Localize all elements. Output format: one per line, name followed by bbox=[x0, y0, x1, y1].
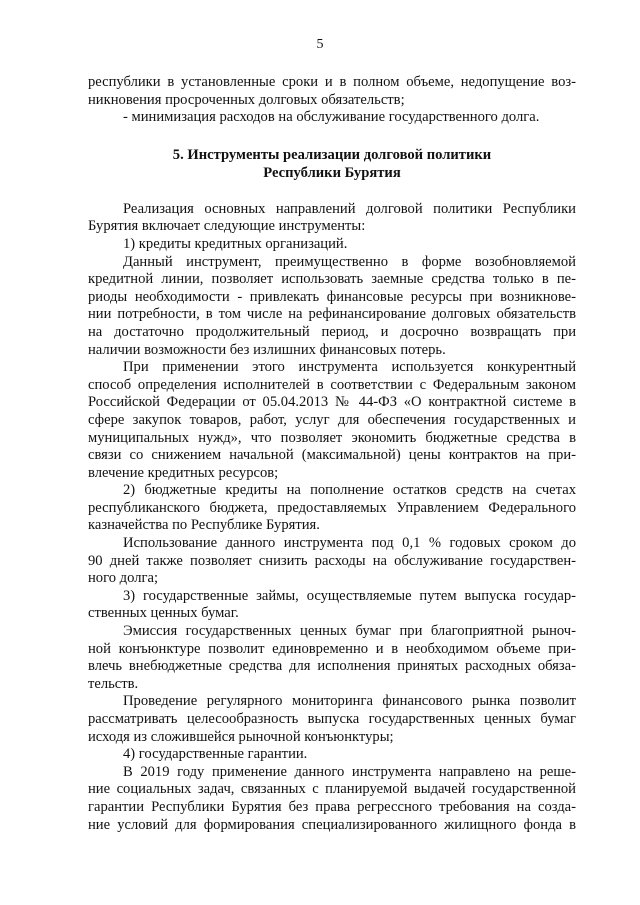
paragraph-line: способ определения исполнителей в соответствии с Федеральным законом bbox=[88, 376, 576, 393]
paragraph-line: Данный инструмент, преимущественно в форме возобновляемой bbox=[123, 253, 576, 270]
paragraph-p11 bbox=[88, 764, 576, 834]
paragraph-p3 bbox=[88, 254, 576, 360]
paragraph-p4 bbox=[88, 359, 576, 482]
paragraph-line: При применении этого инструмента используется конкурентный bbox=[123, 359, 576, 376]
paragraph-p1 bbox=[88, 201, 576, 236]
section-heading-line: 5. Инструменты реализации долговой политики bbox=[172, 146, 492, 163]
intro-paragraph bbox=[88, 74, 576, 109]
paragraph-line: казначейства по Республике Бурятия. bbox=[88, 517, 320, 534]
section-heading bbox=[88, 146, 576, 182]
paragraph-line: ной конъюнктуре позволит единовременно и в необходимом объеме при- bbox=[88, 640, 576, 657]
page-number: 5 bbox=[316, 37, 324, 52]
paragraph-line: В 2019 году применение данного инструмента направлено на реше- bbox=[123, 763, 576, 780]
paragraph-line: наличии возможности без излишних финансовых потерь. bbox=[88, 341, 446, 358]
paragraph-line: гарантии Республики Бурятия без права регрессного требования на созда- bbox=[88, 798, 576, 815]
paragraph-line: влечь внебюджетные средства для исполнения принятых расходных обяза- bbox=[88, 658, 576, 675]
paragraph-line: ного долга; bbox=[88, 570, 159, 587]
paragraph-line: нии потребности, в том числе на рефинансирование долговых обязательств bbox=[88, 306, 576, 323]
paragraph-line: муниципальных нужд», что позволяет экономить бюджетные средства в bbox=[88, 429, 576, 446]
section-paragraphs bbox=[88, 201, 576, 834]
paragraph-line: исходя из сложившейся рыночной конъюнктуры; bbox=[88, 728, 394, 745]
section-heading-line: Республики Бурятия bbox=[263, 164, 401, 181]
paragraph-line: ственных ценных бумаг. bbox=[88, 605, 239, 622]
paragraph-line: Эмиссия государственных ценных бумаг при благоприятной рыноч- bbox=[123, 623, 576, 640]
paragraph-line: ние условий для формирования специализированного жилищного фонда в bbox=[88, 816, 576, 833]
paragraph-p2 bbox=[88, 236, 576, 254]
paragraph-line: 2) бюджетные кредиты на пополнение остатков средств на счетах bbox=[123, 482, 576, 499]
intro-line: никновения просроченных долговых обязательств; bbox=[88, 91, 405, 108]
intro-item-line: - минимизация расходов на обслуживание государственного долга. bbox=[123, 109, 540, 126]
paragraph-p8 bbox=[88, 623, 576, 693]
paragraph-p10 bbox=[88, 746, 576, 764]
paragraph-line: сфере закупок товаров, работ, услуг для обеспечения государственных и bbox=[88, 411, 576, 428]
paragraph-p7 bbox=[88, 588, 576, 623]
paragraph-p6 bbox=[88, 535, 576, 588]
document-body bbox=[88, 74, 576, 834]
paragraph-line: 3) государственные займы, осуществляемые путем выпуска государ- bbox=[123, 587, 576, 604]
paragraph-line: Использование данного инструмента под 0,1 % годовых сроком до bbox=[123, 535, 576, 552]
paragraph-line: риоды необходимости - привлекать финансовые ресурсы при возникнове- bbox=[88, 288, 576, 305]
paragraph-line: рассматривать целесообразность выпуска государственных ценных бумаг bbox=[88, 711, 576, 727]
paragraph-line: Реализация основных направлений долговой политики Республики bbox=[123, 200, 576, 217]
paragraph-line: 1) кредиты кредитных организаций. bbox=[123, 235, 348, 252]
paragraph-line: 4) государственные гарантии. bbox=[123, 746, 308, 763]
paragraph-line: связи со снижением начальной (максимальной) цены контрактов на при- bbox=[88, 447, 576, 464]
paragraph-line: кредитной линии, позволяет использовать заемные средства только в пе- bbox=[88, 271, 576, 288]
intro-list-item bbox=[88, 109, 576, 127]
paragraph-line: Российской Федерации от 05.04.2013 № 44-ФЗ «О контрактной системе в bbox=[88, 394, 576, 411]
paragraph-line: 90 дней также позволяет снизить расходы на обслуживание государствен- bbox=[88, 552, 576, 569]
paragraph-line: Бурятия включает следующие инструменты: bbox=[88, 218, 366, 235]
paragraph-line: влечение кредитных ресурсов; bbox=[88, 464, 279, 481]
paragraph-line: республиканского бюджета, предоставляемых Управлением Федерального bbox=[88, 499, 576, 516]
paragraph-line: Проведение регулярного мониторинга финансового рынка позволит bbox=[123, 693, 576, 710]
paragraph-line: тельств. bbox=[88, 675, 139, 692]
paragraph-p9 bbox=[88, 693, 576, 746]
intro-line: республики в установленные сроки и в полном объеме, недопущение воз- bbox=[88, 74, 576, 90]
paragraph-p5 bbox=[88, 482, 576, 535]
paragraph-line: на достаточно продолжительный период, и досрочно возвращать при bbox=[88, 323, 576, 340]
paragraph-line: ние социальных задач, связанных с планируемой выдачей государственной bbox=[88, 781, 576, 798]
